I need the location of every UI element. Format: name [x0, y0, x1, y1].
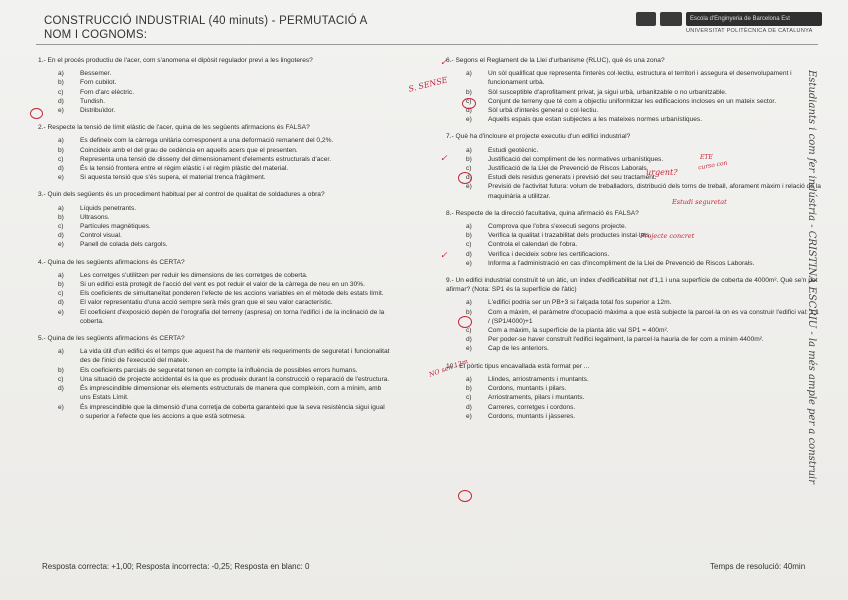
answer-option [58, 69, 390, 78]
option-letter: c) [466, 394, 472, 402]
option-letter: e) [466, 183, 472, 191]
answer-option [58, 375, 390, 384]
answer-circle [30, 108, 43, 119]
answer-option [466, 298, 822, 307]
option-text: Cordons, muntants i pilars. [488, 385, 567, 393]
option-text: Les corretges s'utilitzen per reduir les dimensions de les corretges de coberta. [80, 271, 308, 279]
answer-option [466, 88, 822, 97]
option-text: És imprescindible dimensionar els elements estructurals de manera que compleixin, com a mínim, amb uns Estats Límit. [80, 385, 382, 402]
option-letter: e) [58, 403, 64, 411]
option-text: Ultrasons. [80, 213, 110, 221]
option-letter: d) [466, 336, 472, 344]
answer-circle [462, 98, 476, 109]
questions-left-column [38, 56, 390, 429]
option-letter: a) [466, 70, 472, 78]
option-text: Arriostraments, pilars i muntants. [488, 394, 585, 402]
question [38, 334, 390, 421]
answer-option [466, 393, 822, 402]
answer-circle [458, 172, 472, 184]
option-text: Una situació de projecte accidental és la que es produeix durant la construcció o reparació de l'estructura. [80, 375, 390, 383]
answer-option [466, 155, 822, 164]
answer-option [58, 403, 390, 421]
option-text: Controla el calendari de l'obra. [488, 241, 578, 249]
option-text: Es defineix com la càrrega unitària corresponent a una deformació remanent del 0,2%. [80, 137, 334, 145]
option-letter: a) [466, 223, 472, 231]
option-letter: c) [58, 155, 64, 163]
option-letter: a) [466, 299, 472, 307]
question [446, 276, 822, 354]
question [38, 258, 390, 326]
exam-title: CONSTRUCCIÓ INDUSTRIAL (40 minuts) - PERMUTACIÓ A [44, 15, 368, 27]
option-text: Per poder-se haver construït l'edifici legalment, la parcel·la hauria de fer com a mínim 4400m². [488, 336, 764, 344]
handwritten-note: curso con [697, 159, 728, 172]
option-letter: d) [466, 403, 472, 411]
answer-option [58, 289, 390, 298]
name-label: NOM I COGNOMS: [44, 29, 148, 41]
option-letter: a) [58, 348, 64, 356]
logo-mark-icon [660, 12, 682, 26]
option-letter: e) [466, 412, 472, 420]
question [38, 190, 390, 249]
question-text: 6.- Segons el Reglament de la Llei d'urbanisme (RLUC), què és una zona? [446, 57, 665, 64]
option-text: El coeficient d'exposició depèn de l'orografia del terreny (aspresa) on torna l'edifici i de la inclinació de la coberta. [80, 308, 385, 325]
answer-option [58, 164, 390, 173]
option-letter: b) [58, 281, 64, 289]
option-letter: d) [58, 385, 64, 393]
option-letter: b) [58, 146, 64, 154]
question-text: 4.- Quina de les següents afirmacions és CERTA? [38, 258, 185, 266]
option-letter: b) [466, 232, 472, 240]
answer-option [466, 69, 822, 87]
option-text: Forn cubilot. [80, 79, 117, 87]
option-letter: b) [58, 213, 64, 221]
option-text: El valor representatiu d'una acció sempre serà més gran que el seu valor característic. [80, 299, 333, 307]
check-mark-icon: ✓ [440, 154, 448, 164]
answer-option [466, 115, 822, 124]
answer-circle [458, 316, 472, 328]
option-text: Distribuïdor. [80, 107, 116, 115]
question-text: 1.- En el procés productiu de l'acer, com s'anomena el dipòsit regulador previ a les lingoteres? [38, 57, 313, 64]
option-text: Estudi geotècnic. [488, 146, 539, 154]
option-text: Sòl susceptible d'aprofitament privat, ja sigui urbà, urbanitzable o no urbanitzable. [488, 88, 727, 96]
option-text: Tundish. [80, 97, 106, 105]
option-letter: c) [466, 165, 472, 173]
option-letter: a) [58, 271, 64, 279]
answer-option [466, 403, 822, 412]
option-letter: b) [466, 308, 472, 316]
option-letter: d) [58, 165, 64, 173]
option-letter: d) [466, 107, 472, 115]
time-note: Temps de resolució: 40min [710, 562, 806, 571]
answer-option [466, 240, 822, 249]
option-text: Llindes, arriostraments i muntants. [488, 375, 589, 383]
option-text: Si aquesta tensió que s'és supera, el material trenca fràgilment. [80, 174, 266, 182]
option-letter: a) [58, 137, 64, 145]
option-text: Si un edifici està protegit de l'acció del vent es pot reduir el valor de la càrrega de neu en un 30%. [80, 281, 365, 289]
option-text: Com a màxim, la superfície de la planta àtic val SP1 = 400m². [488, 327, 669, 335]
option-letter: a) [466, 375, 472, 383]
exam-header [44, 14, 368, 42]
option-text: Verifica la qualitat i trazabilitat dels productes instal·lats. [488, 232, 652, 240]
option-text: Informa a l'administració en cas d'incompliment de la Llei de Prevenció de Riscos Laborals. [488, 259, 755, 267]
question [38, 123, 390, 182]
question [446, 132, 822, 200]
option-text: Els coeficients parcials de seguretat tenen en compte la influència de possibles errors humans. [80, 366, 358, 374]
answer-option [466, 384, 822, 393]
option-text: Cordons, muntants i jàsseres. [488, 412, 576, 420]
answer-option [58, 78, 390, 87]
answer-option [58, 231, 390, 240]
option-letter: e) [58, 308, 64, 316]
option-letter: e) [466, 345, 472, 353]
university-name: UNIVERSITAT POLITÈCNICA DE CATALUNYA [686, 28, 813, 34]
option-text: Justificació de la Llei de Prevenció de Riscos Laborals. [488, 165, 649, 173]
option-letter: d) [466, 250, 472, 258]
question [446, 209, 822, 268]
answer-option [58, 308, 390, 326]
option-text: Com a màxim, el paràmetre d'ocupació màxima a que està subjecte la parcel·la on es va construir l'edifici val: 1,1 / (SP1/4000)+1 [488, 308, 819, 325]
option-text: Partícules magnètiques. [80, 223, 151, 231]
option-text: La vida útil d'un edifici és el temps que aquest ha de mantenir els requeriments de seguretat i funcionalitat des de l'inici de l'execució del mateix. [80, 348, 390, 365]
answer-option [58, 222, 390, 231]
answer-option [58, 213, 390, 222]
option-text: Carreres, corretges i cordons. [488, 403, 576, 411]
option-text: L'edifici podria ser un PB+3 si l'alçada total fos superior a 12m. [488, 299, 672, 307]
option-letter: b) [466, 385, 472, 393]
question-text: 2.- Respecte la tensió de límit elàstic de l'acer, quina de les següents afirmacions és FALSA? [38, 124, 310, 132]
answer-option [466, 412, 822, 421]
option-text: Previsió de l'activitat futura: volum de treballadors, distribució dels torns de treball, aforament màxim i relació de la maquinària a utilitzar. [488, 183, 821, 200]
option-text: Sòl urbà d'interès general o col·lectiu. [488, 107, 599, 115]
answer-option [58, 173, 390, 182]
answer-option [58, 106, 390, 115]
school-name: Escola d'Enginyeria de Barcelona Est [686, 12, 822, 26]
option-text: Aquells espais que estan subjectes a les mateixes normes urbanístiques. [488, 116, 703, 124]
handwritten-note: urgent? [646, 168, 678, 177]
header-divider [36, 44, 818, 45]
option-letter: b) [466, 155, 472, 163]
answer-option [58, 280, 390, 289]
check-mark-icon: ✓ [440, 58, 448, 68]
answer-option [58, 240, 390, 249]
handwritten-note: Estudi seguretat [672, 198, 727, 206]
answer-option [466, 375, 822, 384]
option-text: Estudi dels residus generats i previsió del seu tractament. [488, 174, 657, 182]
answer-option [466, 164, 822, 173]
option-text: Justificació del compliment de les normatives urbanístiques. [488, 155, 664, 163]
check-mark-icon: ✓ [440, 251, 448, 261]
question-text: 5.- Quina de les següents afirmacions és CERTA? [38, 335, 185, 343]
answer-option [58, 271, 390, 280]
question [446, 362, 822, 421]
answer-option [466, 146, 822, 155]
question [446, 56, 822, 124]
handwritten-note: NO sen 12m [427, 357, 470, 379]
answer-option [466, 344, 822, 353]
answer-option [58, 204, 390, 213]
answer-option [466, 308, 822, 326]
option-letter: c) [58, 290, 64, 298]
answer-option [58, 136, 390, 145]
option-letter: c) [466, 241, 472, 249]
option-text: És imprescindible que la dimensió d'una corretja de coberta garanteixi que la seva resistència sigui igual o superior a l'efecte que les accions a que està sotmesa. [80, 403, 385, 420]
option-letter: d) [58, 97, 64, 105]
answer-option [466, 182, 822, 200]
option-text: És la tensió frontera entre el règim elàstic i el règim plàstic del material. [80, 165, 289, 173]
option-letter: a) [466, 146, 472, 154]
answer-option [466, 173, 822, 182]
answer-option [466, 259, 822, 268]
answer-circle [458, 490, 472, 502]
answer-option [466, 106, 822, 115]
answer-option [58, 97, 390, 106]
option-letter: b) [466, 88, 472, 96]
option-text: Control visual. [80, 232, 122, 240]
answer-option [466, 222, 822, 231]
option-letter: a) [58, 204, 64, 212]
answer-option [466, 335, 822, 344]
option-letter: e) [466, 259, 472, 267]
option-letter: d) [58, 232, 64, 240]
handwritten-note: Projecte concret [640, 232, 695, 240]
handwritten-note: ETE [700, 154, 713, 161]
option-text: Representa una tensió de disseny del dimensionament d'elements estructurals d'acer. [80, 155, 332, 163]
margin-note: Estudiants i com fer indústria - CRISTINA ESCRIU - la més ample per a construir [806, 70, 817, 484]
upc-logo [636, 12, 822, 38]
option-letter: e) [58, 107, 64, 115]
answer-option [58, 298, 390, 307]
option-text: Líquids penetrants. [80, 204, 137, 212]
question-text: 7.- Què ha d'incloure el projecte executiu d'un edifici industrial? [446, 133, 631, 141]
question-text: 3.- Quin dels següents és un procediment habitual per al control de qualitat de soldadures a obra? [38, 191, 325, 199]
answer-option [466, 250, 822, 259]
logo-mark-icon [636, 12, 656, 26]
option-text: Verifica i decideix sobre les certificacions. [488, 250, 610, 258]
answer-option [58, 384, 390, 402]
option-text: Un sòl qualificat que representa l'interès col·lectiu, estructura el territori i assegura el desenvolupament i funcionament urbà. [488, 70, 792, 87]
option-letter: c) [58, 375, 64, 383]
scoring-note: Resposta correcta: +1,00; Resposta incorrecta: -0,25; Resposta en blanc: 0 [42, 562, 310, 571]
answer-option [58, 88, 390, 97]
option-letter: c) [58, 223, 64, 231]
option-letter: c) [466, 97, 472, 105]
answer-option [58, 146, 390, 155]
option-text: Conjunt de terreny que té com a objectiu uniformitzar les edificacions incloses en un mateix sector. [488, 97, 777, 105]
option-letter: c) [58, 88, 64, 96]
option-text: Forn d'arc elèctric. [80, 88, 135, 96]
answer-option [466, 326, 822, 335]
questions-right-column [446, 56, 822, 429]
answer-option [58, 347, 390, 365]
option-letter: b) [58, 366, 64, 374]
handwritten-note: S. SENSE [407, 75, 449, 94]
option-letter: e) [58, 241, 64, 249]
option-text: Panell de colada dels cargols. [80, 241, 168, 249]
option-letter: e) [466, 116, 472, 124]
margin-handwriting [806, 70, 846, 570]
option-letter: d) [58, 299, 64, 307]
option-letter: c) [466, 327, 472, 335]
option-text: Coincideix amb el del grau de cedència en aquells acers que el presenten. [80, 146, 298, 154]
question [38, 56, 390, 115]
option-text: Els coeficients de simultaneïtat ponderen l'efecte de les accions variables en el mètode dels estats límit. [80, 290, 384, 298]
answer-option [58, 366, 390, 375]
option-letter: b) [58, 79, 64, 87]
option-letter: d) [466, 174, 472, 182]
answer-option [58, 155, 390, 164]
option-text: Bessemer. [80, 70, 112, 78]
answer-option [466, 97, 822, 106]
question-text: 8.- Respecte de la direcció facultativa, quina afirmació és FALSA? [446, 209, 639, 217]
option-text: Comprova que l'obra s'executi segons projecte. [488, 223, 627, 231]
question-text: 9.- Un edifici industrial construït té un àtic, un índex d'edificabilitat net d'1,1 i una superfície de coberta de 4000m². Què se'n pot afirmar? (Nota: SP1 és la superfície de l'àtic) [446, 277, 818, 294]
option-letter: a) [58, 70, 64, 78]
question-text: 10.- El pòrtic tipus encavallada està format per ... [446, 362, 590, 370]
option-text: Cap de les anteriors. [488, 345, 549, 353]
option-letter: e) [58, 174, 64, 182]
